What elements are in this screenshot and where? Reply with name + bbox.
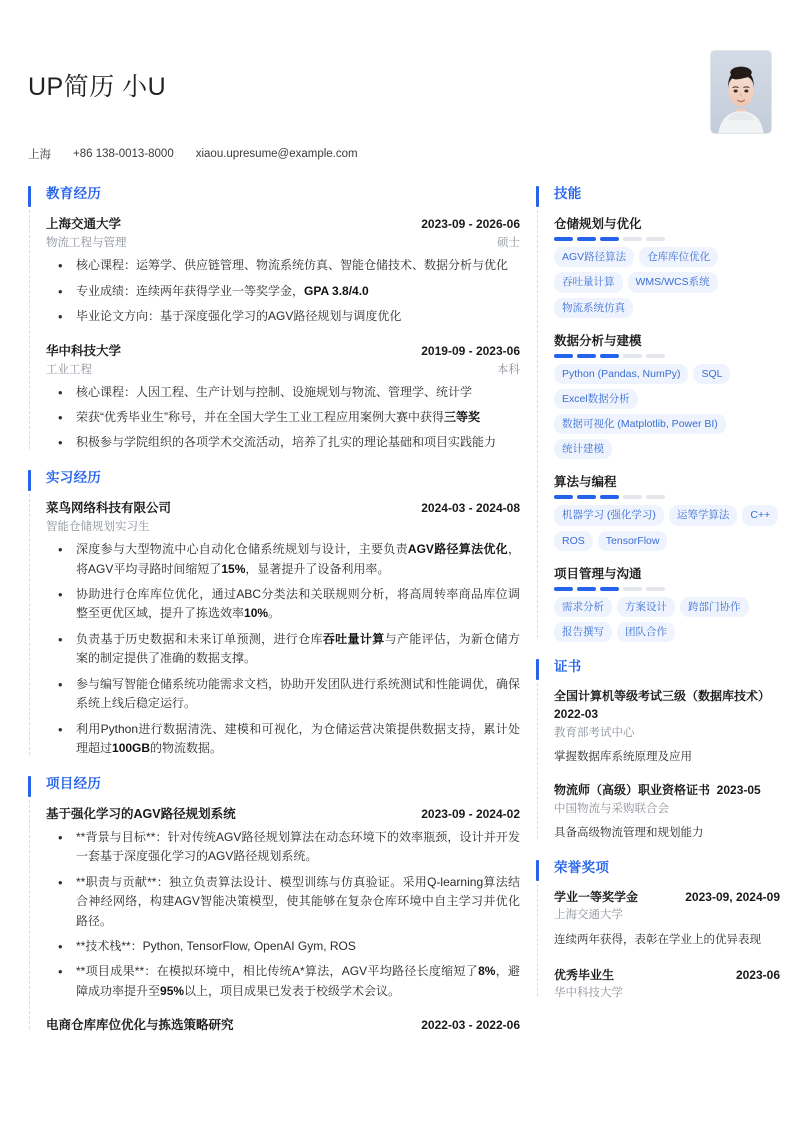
honor-org: 华中科技大学	[554, 986, 623, 999]
skill-level-segment	[554, 495, 573, 499]
bullet-item: • 核心课程：运筹学、供应链管理、物流系统仿真、智能仓储技术、数据分析与优化	[46, 256, 520, 275]
bullet-item: • 专业成绩：连续两年获得学业一等奖学金，GPA 3.8/4.0	[46, 282, 520, 301]
section-title: 项目经历	[46, 775, 102, 791]
portrait-photo-icon	[711, 51, 771, 133]
skill-level-segment	[600, 354, 619, 358]
bullet-item: • 协助进行仓库库位优化，通过ABC分类法和关联规则分析，将高周转率商品库位调整至更优区域，提升了拣选效率10%。	[46, 585, 520, 624]
section-title-certificates: 证书	[554, 659, 582, 675]
skill-tag: SQL	[693, 364, 730, 384]
bullet-list	[46, 256, 520, 326]
section-title: 教育经历	[46, 186, 102, 201]
skill-group	[554, 564, 780, 642]
skill-tag: 吞吐量计算	[554, 272, 623, 292]
skill-group-name: 仓储规划与优化	[554, 217, 642, 232]
skill-tag: 需求分析	[554, 597, 612, 617]
skill-level-segment	[646, 237, 665, 241]
skill-tag: 跨部门协作	[680, 597, 749, 617]
skill-tag: WMS/WCS系统	[628, 272, 718, 292]
bullet-item: • 深度参与大型物流中心自动化仓储系统规划与设计，主要负责AGV路径算法优化，将AGV平均寻路时间缩短了15%，显著提升了设备利用率。	[46, 540, 520, 579]
skill-level-segment	[646, 587, 665, 591]
skill-level-segment	[623, 354, 642, 358]
section-honors	[536, 858, 780, 1000]
skill-level-meter	[554, 237, 780, 241]
bullet-list	[46, 540, 520, 758]
skill-group	[554, 472, 780, 550]
certificate-org: 教育部考试中心	[554, 727, 635, 740]
honor-date: 2023-09, 2024-09	[685, 889, 780, 904]
honor-item	[554, 888, 780, 952]
entry-date: 2023-09 - 2026-06	[421, 217, 520, 232]
skill-tag-list	[554, 505, 780, 550]
skill-tag-list	[554, 247, 780, 318]
entry-title: 华中科技大学	[46, 343, 122, 358]
certificate-item	[554, 687, 780, 767]
entry-degree: 本科	[497, 363, 520, 376]
bullet-item: • **背景与目标**：针对传统AGV路径规划算法在动态环境下的效率瓶颈，设计并开发一套基于深度强化学习的AGV路径规划系统。	[46, 828, 520, 867]
skill-tag: 团队合作	[617, 622, 675, 642]
honor-item	[554, 966, 780, 1000]
contact-line	[28, 146, 710, 162]
skill-group-name: 项目管理与沟通	[554, 566, 642, 581]
certificate-desc: 掌握数据库系统原理及应用	[554, 751, 692, 764]
honor-title: 学业一等奖学金	[554, 889, 639, 904]
entry	[46, 1015, 520, 1033]
skill-tag: 报告撰写	[554, 622, 612, 642]
certificate-date: 2022-03	[554, 707, 599, 722]
entry-subheader	[46, 516, 520, 534]
skill-level-meter	[554, 495, 780, 499]
section-title: 实习经历	[46, 469, 102, 485]
honor-desc: 连续两年获得，表彰在学业上的优异表现	[554, 933, 761, 946]
entry-header	[46, 804, 520, 822]
skill-level-meter	[554, 587, 780, 591]
bullet-item: • 负责基于历史数据和未来订单预测，进行仓库吞吐量计算与产能评估，为新仓储方案的制定提供了准确的数据支撑。	[46, 630, 520, 669]
entry	[46, 214, 520, 326]
entry	[46, 341, 520, 453]
section-title-skills: 技能	[554, 186, 582, 201]
skill-level-segment	[600, 587, 619, 591]
left-column	[28, 184, 520, 1048]
entry-degree: 硕士	[497, 237, 520, 250]
skill-tag: Excel数据分析	[554, 389, 638, 409]
honor-date: 2023-06	[735, 967, 780, 982]
skill-tag: 数据可视化 (Matplotlib, Power BI)	[554, 414, 726, 434]
header-text-block	[28, 46, 710, 162]
skill-tag: ROS	[554, 531, 593, 551]
skill-tag: C++	[742, 505, 778, 525]
entry-date: 2019-09 - 2023-06	[421, 343, 520, 358]
entry-subheader	[46, 232, 520, 250]
entry-title: 菜鸟网络科技有限公司	[46, 501, 172, 516]
skill-tag: 物流系统仿真	[554, 298, 633, 318]
skill-level-meter	[554, 354, 780, 358]
contact-location: 上海	[28, 149, 51, 161]
skill-tag: 仓库库位优化	[639, 247, 718, 267]
skill-tag: TensorFlow	[598, 531, 668, 551]
skill-level-segment	[646, 354, 665, 358]
bullet-item: • 荣获“优秀毕业生”称号，并在全国大学生工业工程应用案例大赛中获得三等奖	[46, 408, 520, 427]
entry-header	[46, 341, 520, 359]
skill-group-name: 数据分析与建模	[554, 333, 642, 348]
section-2	[28, 468, 520, 759]
certificate-item	[554, 781, 780, 843]
entry-date: 2024-03 - 2024-08	[421, 501, 520, 516]
bullet-list	[46, 383, 520, 453]
page-title: UP简历 小U	[28, 73, 167, 101]
bullet-list	[46, 828, 520, 1002]
skill-level-segment	[623, 495, 642, 499]
skill-level-segment	[577, 587, 596, 591]
honor-title: 优秀毕业生	[554, 967, 615, 982]
skill-tag: AGV路径算法	[554, 247, 634, 267]
certificate-org: 中国物流与采购联合会	[554, 803, 669, 816]
honor-header	[554, 888, 780, 905]
certificate-name: 物流师（高级）职业资格证书 2023-05	[554, 783, 761, 798]
certificate-name: 全国计算机等级考试三级（数据库技术） 2022-03	[554, 689, 774, 722]
entry-subtitle: 智能仓储规划实习生	[46, 521, 150, 534]
bullet-item: • **技术栈**：Python, TensorFlow, OpenAI Gym, ROS	[46, 937, 520, 956]
honor-org: 上海交通大学	[554, 908, 623, 921]
skill-tag: 方案设计	[617, 597, 675, 617]
certificate-date: 2023-05	[716, 783, 761, 798]
bullet-item: • **项目成果**：在模拟环境中，相比传统A*算法，AGV平均路径长度缩短了8%，避障成功率提升至95%以上，项目成果已发表于校级学术会议。	[46, 962, 520, 1001]
skill-group-name: 算法与编程	[554, 475, 617, 490]
skill-level-segment	[623, 237, 642, 241]
skill-level-segment	[600, 495, 619, 499]
entry-header	[46, 1015, 520, 1033]
skill-level-segment	[554, 237, 573, 241]
section-1	[28, 184, 520, 453]
entry-header	[46, 498, 520, 516]
section-title-honors: 荣誉奖项	[554, 859, 610, 875]
skill-level-segment	[554, 354, 573, 358]
skill-tag: 运筹学算法	[669, 505, 738, 525]
bullet-item: • 参与编写智能仓储系统功能需求文档，协助开发团队进行系统测试和性能调优，确保系统上线后稳定运行。	[46, 675, 520, 714]
skill-level-segment	[577, 237, 596, 241]
skill-tag-list	[554, 597, 780, 642]
skill-tag: 统计建模	[554, 439, 612, 459]
skill-level-segment	[646, 495, 665, 499]
section-certificates	[536, 657, 780, 843]
avatar	[710, 50, 772, 134]
bullet-item: • 利用Python进行数据清洗、建模和可视化，为仓储运营决策提供数据支持，累计处理超过100GB的物流数据。	[46, 720, 520, 759]
entry-subtitle: 物流工程与管理	[46, 237, 127, 250]
contact-phone: +86 138-0013-8000	[73, 148, 174, 160]
entry-date: 2023-09 - 2024-02	[421, 806, 520, 821]
entry-title: 上海交通大学	[46, 217, 122, 232]
certificate-desc: 具备高级物流管理和规划能力	[554, 827, 704, 840]
resume-body	[0, 184, 800, 1048]
entry	[46, 804, 520, 1002]
entry	[46, 498, 520, 758]
bullet-item: • 积极参与学院组织的各项学术交流活动，培养了扎实的理论基础和项目实践能力	[46, 433, 520, 452]
entry-title: 电商仓库库位优化与拣选策略研究	[46, 1018, 234, 1033]
entry-date: 2022-03 - 2022-06	[421, 1018, 520, 1033]
contact-email: xiaou.upresume@example.com	[195, 148, 358, 160]
skill-tag: 机器学习 (强化学习)	[554, 505, 664, 525]
right-column	[536, 184, 780, 1048]
skill-group	[554, 331, 780, 460]
bullet-item: • 毕业论文方向：基于深度强化学习的AGV路径规划与调度优化	[46, 307, 520, 326]
skill-group	[554, 214, 780, 318]
bullet-item: • **职责与贡献**：独立负责算法设计、模型训练与仿真验证。采用Q-learning算法结合神经网络，构建AGV智能决策模型，使其能够在复杂仓库环境中自主学习并优化路径。	[46, 873, 520, 931]
entry-subheader	[46, 359, 520, 377]
honor-header	[554, 966, 780, 983]
resume-header	[0, 0, 800, 162]
skill-tag: Python (Pandas, NumPy)	[554, 364, 688, 384]
skill-level-segment	[554, 587, 573, 591]
skill-level-segment	[577, 495, 596, 499]
skill-level-segment	[623, 587, 642, 591]
entry-title: 基于强化学习的AGV路径规划系统	[46, 806, 236, 821]
section-3	[28, 774, 520, 1034]
skill-level-segment	[577, 354, 596, 358]
entry-header	[46, 214, 520, 232]
entry-subtitle: 工业工程	[46, 363, 92, 376]
skill-tag-list	[554, 364, 780, 460]
skill-level-segment	[600, 237, 619, 241]
bullet-item: • 核心课程：人因工程、生产计划与控制、设施规划与物流、管理学、统计学	[46, 383, 520, 402]
section-skills	[536, 184, 780, 642]
